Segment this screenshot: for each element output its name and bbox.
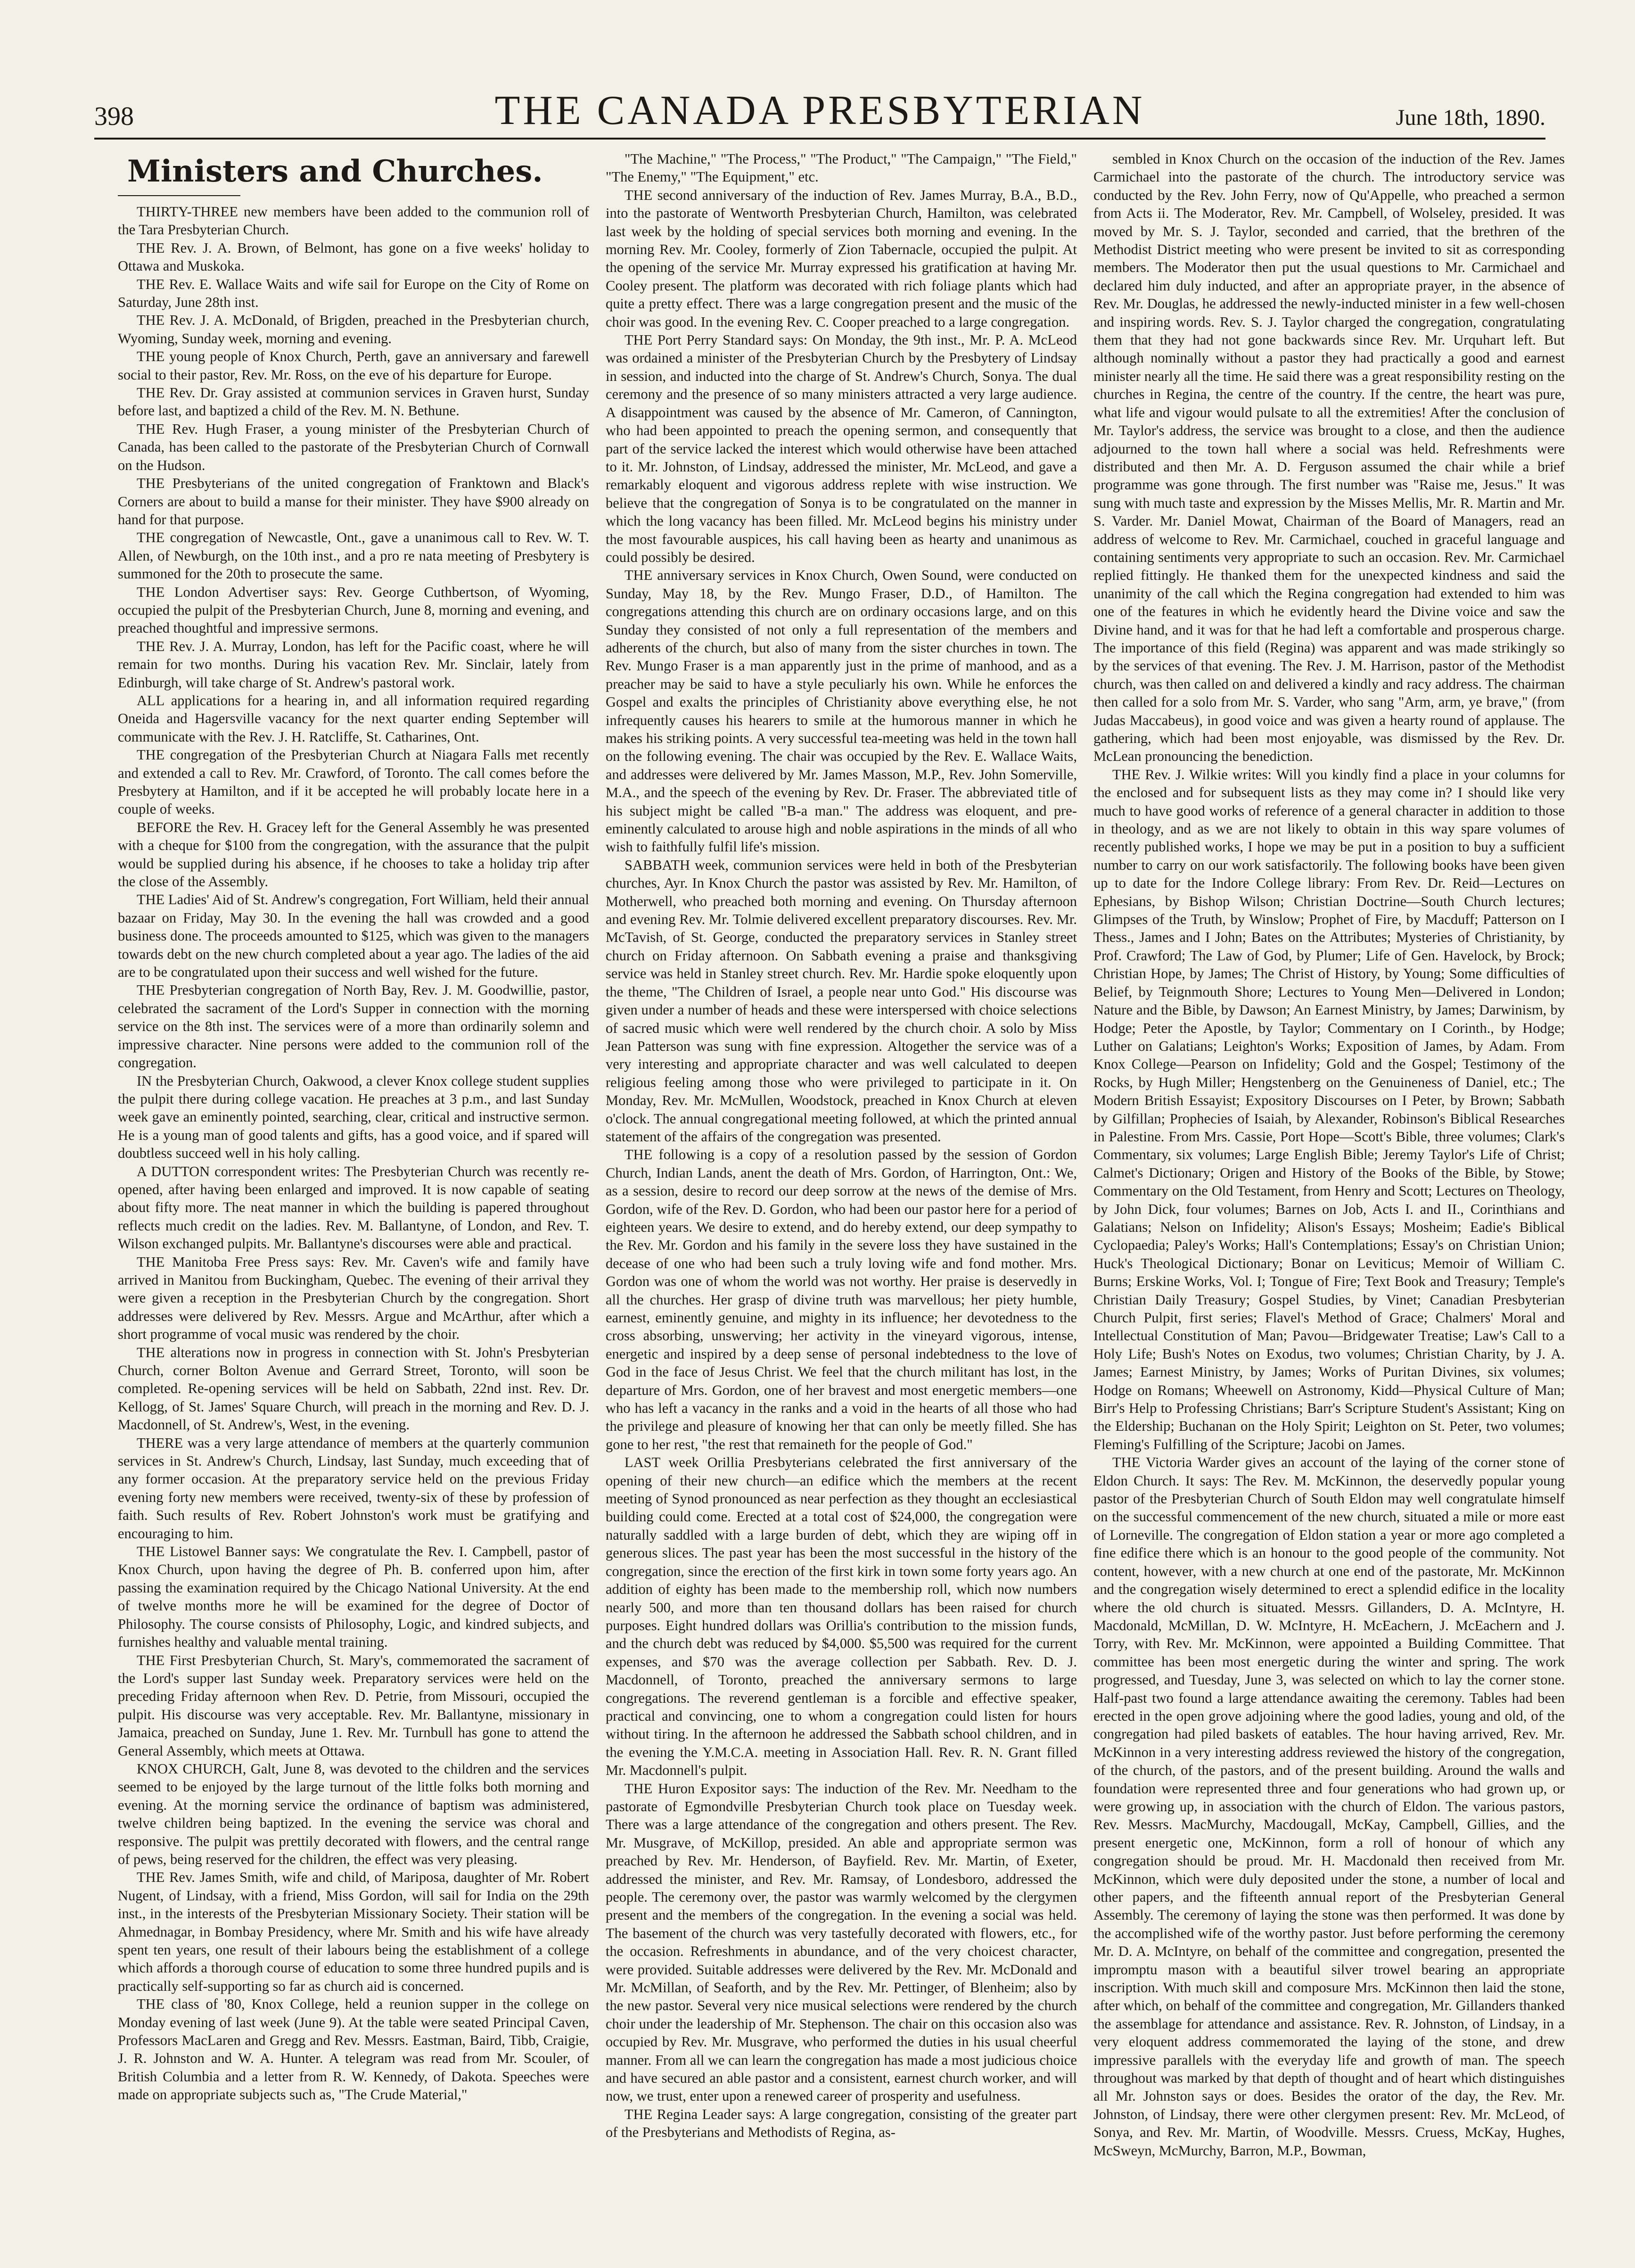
news-item: THE young people of Knox Church, Perth, gave an anniversary and farewell social to their pastor, Rev. Mr. Ross, on the eve of his departure for Europe. [118,348,589,383]
news-item: THE Victoria Warder gives an account of the laying of the corner stone of Eldon Church. It says: The Rev. M. McKinnon, the deservedly popular young pastor of the Presbyterian Church of South Eldon may well congratulate himself on the successful commencement of the new church, situated a mile or more east of Lorneville. The congregation of Eldon station a year or more ago completed a fine edifice there which is an honour to the good people of the community. Not content, however, with a new church at one end of the pastorate, Mr. McKinnon and the congregation wisely determined to erect a splendid edifice in the locality where the old church is situated. Messrs. Gillanders, D. A. McIntyre, H. Macdonald, McMillan, D. W. McIntyre, H. McEachern, J. McEachern and J. Torry, with Rev. Mr. McKinnon, were appointed a Building Committee. That committee has been most energetic during the winter and spring. The work progressed, and Tuesday, June 3, was selected on which to lay the corner stone. Half-past two found a large attendance awaiting the ceremony. Tables had been erected in the open grove adjoining where the good ladies, young and old, of the congregation had piled baskets of eatables. The hour having arrived, Rev. Mr. McKinnon in a very interesting address reviewed the history of the congregation, of the church, of the pastors, and of the present building. Around the walls and foundation were represented three and four generations who had grown up, or were growing up, in association with the church of Eldon. The various pastors, Rev. Messrs. MacMurchy, Macdougall, McKay, Campbell, Gillies, and the present energetic one, McKinnon, form a roll of honour of which any congregation should be proud. Mr. H. Macdonald then received from Mr. McKinnon, which were duly deposited under the stone, a number of local and other papers, and the fifteenth annual report of the Presbyterian General Assembly. The ceremony of laying the stone was then performed. It was done by the accomplished wife of the worthy pastor. Just before performing the ceremony Mr. D. A. McIntyre, on behalf of the committee and congregation, presented the impromptu mason with a beautiful silver trowel bearing an appropriate inscription. With much skill and composure Mrs. McKinnon then laid the stone, after which, on behalf of the committee and congregation, Mr. Gillanders thanked the assemblage for attendance and assistance. Rev. R. Johnston, of Lindsay, in a very eloquent address commemorated the laying of the stone, and drew impressive parallels with the everyday life and growth of man. The speech throughout was marked by that depth of thought and of heart which distinguishes all Mr. Johnston says or does. Besides the orator of the day, the Rev. Mr. Johnston, of Lindsay, there were other clergymen present: Rev. Mr. McLeod, of Sonya, and Rev. Mr. Martin, of Woodville. Messrs. Cruess, McKay, Hughes, McSweyn, McMurchy, Barron, M.P., Bowman, [1093,1454,1565,2159]
news-item: THE alterations now in progress in connection with St. John's Presbyterian Church, corner Bolton Avenue and Gerrard Street, Toronto, will soon be completed. Re-opening services will be held on Sabbath, 22nd inst. Rev. Dr. Kellogg, of St. James' Square Church, will preach in the morning and Rev. D. J. Macdonnell, of St. Andrew's, West, in the evening. [118,1344,589,1433]
news-item: THERE was a very large attendance of members at the quarterly communion services in St. Andrew's Church, Lindsay, last Sunday, much exceeding that of any former occasion. At the preparatory service held on the previous Friday evening forty new members were received, twenty-six of these by profession of faith. Such results of Rev. Robert Johnston's work must be gratifying and encouraging to him. [118,1435,589,1542]
news-item: THE First Presbyterian Church, St. Mary's, commemorated the sacrament of the Lord's supper last Sunday week. Preparatory services were held on the preceding Friday afternoon when Rev. D. Petrie, from Missouri, occupied the pulpit. His discourse was very acceptable. Rev. Mr. Ballantyne, missionary in Jamaica, preached on Sunday, June 1. Rev. Mr. Turnbull has gone to attend the General Assembly, which meets at Ottawa. [118,1652,589,1759]
column-2 [606,150,1077,2235]
news-item: THE Ladies' Aid of St. Andrew's congregation, Fort William, held their annual bazaar on Friday, May 30. In the evening the hall was crowded and a good business done. The proceeds amounted to $125, which was given to the managers towards debt on the new church completed about a year ago. The ladies of the aid are to be congratulated upon their success and well wished for the future. [118,891,589,981]
news-item: THE Regina Leader says: A large congregation, consisting of the greater part of the Presbyterians and Methodists of Regina, as- [606,2106,1077,2141]
masthead-rule [94,138,1545,140]
news-item: THE Huron Expositor says: The induction of the Rev. Mr. Needham to the pastorate of Egmondville Presbyterian Church took place on Tuesday week. There was a large attendance of the congregation and others present. The Rev. Mr. Musgrave, of McKillop, presided. An able and appropriate sermon was preached by Rev. Mr. Henderson, of Bayfield. Rev. Mr. Martin, of Exeter, addressed the minister, and Rev. Mr. Ramsay, of Londesboro, addressed the people. The ceremony over, the pastor was warmly welcomed by the clergymen present and the members of the congregation. In the evening a social was held. The basement of the church was very tastefully decorated with flowers, etc., for the occasion. Refreshments in abundance, and of the very choicest character, were provided. Suitable addresses were delivered by the Rev. Mr. McDonald and Mr. McMillan, of Seaforth, and by the Rev. Mr. Pettinger, of Blenheim; also by the new pastor. Several very nice musical selections were rendered by the church choir under the leadership of Mr. Stephenson. The chair on this occasion also was occupied by Rev. Mr. Musgrave, who performed the duties in his usual cheerful manner. From all we can learn the congregation has made a most judicious choice and have secured an able pastor and a consistent, earnest church worker, and will now, we trust, enter upon a renewed career of prosperity and usefulness. [606,1780,1077,2104]
news-item: THE Rev. J. A. McDonald, of Brigden, preached in the Presbyterian church, Wyoming, Sunday week, morning and evening. [118,312,589,346]
news-item: THIRTY-THREE new members have been added to the communion roll of the Tara Presbyterian Church. [118,204,589,238]
news-item: THE Rev. Dr. Gray assisted at communion services in Graven hurst, Sunday before last, and baptized a child of the Rev. M. N. Bethune. [118,385,589,419]
issue-date: June 18th, 1890. [1396,105,1545,130]
column-2-body [606,150,1077,2142]
news-item: THE Rev. James Smith, wife and child, of Mariposa, daughter of Mr. Robert Nugent, of Lindsay, with a friend, Miss Gordon, will sail for India on the 29th inst., in the interests of the Presbyterian Missionary Society. Their station will be Ahmednagar, in Bombay Presidency, where Mr. Smith and his wife have already spent ten years, one result of their labours being the establishment of a college which affords a thorough course of education to some three hundred pupils and is practically self-supporting so far as church aid is concerned. [118,1869,589,1994]
news-item: KNOX CHURCH, Galt, June 8, was devoted to the children and the services seemed to be enjoyed by the large turnout of the little folks both morning and evening. At the morning service the ordinance of baptism was administered, twelve children being baptized. In the evening the service was choral and responsive. The pulpit was prettily decorated with flowers, and the central range of pews, being reserved for the children, the effect was very pleasing. [118,1760,589,1867]
news-item: THE following is a copy of a resolution passed by the session of Gordon Church, Indian Lands, anent the death of Mrs. Gordon, of Harrington, Ont.: We, as a session, desire to record our deep sorrow at the news of the demise of Mrs. Gordon, wife of the Rev. D. Gordon, who had been our pastor here for a period of eighteen years. We desire to extend, and do hereby extend, our deep sympathy to the Rev. Mr. Gordon and his family in the severe loss they have sustained in the decease of one who had been such a truly loving wife and fond mother. Mrs. Gordon was one of whom the world was not worthy. Her praise is deservedly in all the churches. Her grasp of divine truth was marvellous; her piety humble, earnest, eminently genuine, and mighty in its influence; her devotedness to the cross absorbing, unswerving; her activity in the vineyard vigorous, intense, energetic and inspired by a deep sense of personal indebtedness to the love of God in the face of Jesus Christ. We feel that the church militant has lost, in the departure of Mrs. Gordon, one of her bravest and most energetic members—one who has left a vacancy in the ranks and a void in the hearts of all those who had the privilege and pleasure of knowing her that can only be meetly filled. She has gone to her rest, "the rest that remaineth for the people of God." [606,1146,1077,1452]
news-item: LAST week Orillia Presbyterians celebrated the first anniversary of the opening of their new church—an edifice which the members at the recent meeting of Synod pronounced as near perfection as they thought an ecclesiastical building could come. Erected at a total cost of $24,000, the congregation were naturally saddled with a large burden of debt, which they are wiping off in generous slices. The past year has been the most successful in the history of the congregation, since the erection of the first kirk in town some forty years ago. An addition of eighty has been made to the membership roll, which now numbers nearly 500, and more than ten thousand dollars has been raised for church purposes. Eight hundred dollars was Orillia's contribution to the mission funds, and the church debt was reduced by $4,000. $5,500 was required for the current expenses, and $70 was the average collection per Sabbath. Rev. D. J. Macdonnell, of Toronto, preached the anniversary sermons to large congregations. The reverend gentleman is a forcible and effective speaker, practical and convincing, one to whom a congregation could listen for hours without tiring. In the afternoon he addressed the Sabbath school children, and in the evening the Y.M.C.A. meeting in Association Hall. Rev. R. N. Grant filled Mr. Macdonnell's pulpit. [606,1454,1077,1779]
page-number: 398 [94,102,134,131]
news-item: THE London Advertiser says: Rev. George Cuthbertson, of Wyoming, occupied the pulpit of the Presbyterian Church, June 8, morning and evening, and preached thoughtful and impressive sermons. [118,584,589,636]
newspaper-title: THE CANADA PRESBYTERIAN [494,88,1145,133]
news-item: THE Rev. Hugh Fraser, a young minister of the Presbyterian Church of Canada, has been called to the pastorate of the Presbyterian Church of Cornwall on the Hudson. [118,421,589,473]
news-item: THE Presbyterian congregation of North Bay, Rev. J. M. Goodwillie, pastor, celebrated the sacrament of the Lord's Supper in connection with the morning service on the 8th inst. The services were of a more than ordinarily solemn and impressive character. Nine persons were added to the communion roll of the congregation. [118,982,589,1071]
news-item: THE Manitoba Free Press says: Rev. Mr. Caven's wife and family have arrived in Manitou from Buckingham, Quebec. The evening of their arrival they were given a reception in the Presbyterian Church by the congregation. Short addresses were delivered by Rev. Messrs. Argue and McArthur, after which a short programme of vocal music was rendered by the choir. [118,1254,589,1343]
news-item: ALL applications for a hearing in, and all information required regarding Oneida and Hagersville vacancy for the next quarter ending September will communicate with the Rev. J. H. Ratcliffe, St. Catharines, Ont. [118,692,589,745]
news-item: THE congregation of the Presbyterian Church at Niagara Falls met recently and extended a call to Rev. Mr. Crawford, of Toronto. The call comes before the Presbytery at Hamilton, and if it be accepted he will probably locate here in a couple of weeks. [118,747,589,817]
news-item: THE Rev. J. A. Murray, London, has left for the Pacific coast, where he will remain for two months. During his vacation Rev. Mr. Sinclair, lately from Edinburgh, will take charge of St. Andrew's pastoral work. [118,638,589,691]
news-item: THE Port Perry Standard says: On Monday, the 9th inst., Mr. P. A. McLeod was ordained a minister of the Presbyterian Church by the Presbytery of Lindsay in session, and inducted into the charge of St. Andrew's Church, Sonya. The dual ceremony and the presence of so many ministers attracted a very large audience. A disappointment was caused by the absence of Mr. Cameron, of Cannington, who had been appointed to preach the opening sermon, and consequently that part of the service lacked the interest which would otherwise have been attached to it. Mr. Johnston, of Lindsay, addressed the minister, Mr. McLeod, and gave a remarkably eloquent and vigorous address replete with wise instruction. We believe that the congregation of Sonya is to be congratulated on the manner in which the long vacancy has been filled. Mr. McLeod begins his ministry under the most favourable auspices, his call having been as hearty and unanimous as could possibly be desired. [606,332,1077,565]
news-item: SABBATH week, communion services were held in both of the Presbyterian churches, Ayr. In Knox Church the pastor was assisted by Rev. Mr. Hamilton, of Motherwell, who preached both morning and evening. On Thursday afternoon and evening Rev. Mr. Tolmie delivered excellent preparatory discourses. Rev. Mr. McTavish, of St. George, conducted the preparatory services in Stanley street church on Friday afternoon. On Sabbath evening a praise and thanksgiving service was held in Stanley street church. Rev. Mr. Hardie spoke eloquently upon the theme, "The Children of Israel, a people near unto God." His discourse was given under a number of heads and these were interspersed with choice selections of sacred music which were well rendered by the church choir. A solo by Miss Jean Patterson was sung with fine expression. Altogether the service was of a very interesting and appropriate character and was well calculated to deepen religious feeling among those who were privileged to participate in it. On Monday, Rev. Mr. McMullen, Woodstock, preached in Knox Church at eleven o'clock. The annual congregational meeting followed, at which the printed annual statement of the affairs of the congregation was presented. [606,857,1077,1145]
news-item: BEFORE the Rev. H. Gracey left for the General Assembly he was presented with a cheque for $100 from the congregation, with the assurance that the pulpit would be supplied during his absence, if he chooses to take a holiday trip after the close of the Assembly. [118,819,589,890]
news-item: THE Listowel Banner says: We congratulate the Rev. I. Campbell, pastor of Knox Church, upon having the degree of Ph. B. conferred upon him, after passing the examination required by the Chicago National University. At the end of twelve months more he will be examined for the degree of Doctor of Philosophy. The course consists of Philosophy, Logic, and kindred subjects, and furnishes healthy and valuable mental training. [118,1543,589,1650]
column-1 [118,150,589,2235]
news-item: A DUTTON correspondent writes: The Presbyterian Church was recently re-opened, after having been enlarged and improved. It is now capable of seating about fifty more. The neat manner in which the building is papered throughout reflects much credit on the ladies. Rev. M. Ballantyne, of London, and Rev. T. Wilson exchanged pulpits. Mr. Ballantyne's discourses were able and practical. [118,1163,589,1252]
column-1-body [118,203,589,2104]
news-item: THE Rev. E. Wallace Waits and wife sail for Europe on the City of Rome on Saturday, June 28th inst. [118,276,589,311]
news-item: IN the Presbyterian Church, Oakwood, a clever Knox college student supplies the pulpit there during college vacation. He preaches at 3 p.m., and last Sunday week gave an eminently pointed, searching, clear, critical and instructive sermon. He is a young man of good talents and gifts, has a good voice, and if spared will doubtless succeed well in his holy calling. [118,1072,589,1162]
news-item: THE Rev. J. A. Brown, of Belmont, has gone on a five weeks' holiday to Ottawa and Muskoka. [118,239,589,274]
news-item: THE second anniversary of the induction of Rev. James Murray, B.A., B.D., into the pastorate of Wentworth Presbyterian Church, Hamilton, was celebrated last week by the holding of special services both morning and evening. In the morning Rev. Mr. Cooley, formerly of Zion Tabernacle, occupied the pulpit. At the opening of the service Mr. Murray expressed his gratification at having Mr. Cooley present. The platform was decorated with rich foliage plants which had quite a pretty effect. There was a large congregation present and the music of the choir was good. In the evening Rev. C. Cooper preached to a large congregation. [606,187,1077,330]
column-3 [1093,150,1565,2235]
news-item: "The Machine," "The Process," "The Product," "The Campaign," "The Field," "The Enemy," "The Equipment," etc. [606,151,1077,185]
masthead [94,82,1545,134]
heading-rule [118,195,240,196]
news-item: THE Rev. J. Wilkie writes: Will you kindly find a place in your columns for the enclosed and for subsequent lists as they may come in? I should like very much to have good works of reference of a general character in addition to those in theology, and as we are not likely to obtain in this way spare volumes of recently published works, I hope we may be put in a position to buy a sufficient number to carry on our work satisfactorily. The following books have been given up to date for the Indore College library: From Rev. Dr. Reid—Lectures on Ephesians, by Bishop Wilson; Christian Doctrine—South Church lectures; Glimpses of the Truth, by Winslow; Prophet of Fire, by Macduff; Patterson on I Thess., James and I John; Bates on the Attributes; Mysteries of Christianity, by Prof. Crawford; The Law of God, by Plumer; Life of Gen. Havelock, by Brock; Christian Hope, by James; The Christ of History, by Young; Some difficulties of Belief, by Teignmouth Shore; Lectures to Young Men—Delivered in London; Nature and the Bible, by Dawson; An Earnest Ministry, by James; Darwinism, by Hodge; Peter the Apostle, by Taylor; Commentary on I Corinth., by Hodge; Luther on Galatians; Leighton's Works; Exposition of James, by Adam. From Knox College—Pearson on Infidelity; Gold and the Gospel; Testimony of the Rocks, by Hugh Miller; Hengstenberg on the Genuineness of Daniel, etc.; The Modern British Essayist; Expository Discourses on I Peter, by Brown; Sabbath by Gilfillan; Prophecies of Isaiah, by Alexander, Robinson's Biblical Researches in Palestine. From Mrs. Cassie, Port Hope—Scott's Bible, three volumes; Clark's Commentary, six volumes; Large English Bible; Jeremy Taylor's Life of Christ; Calmet's Dictionary; Origen and History of the Books of the Bible, by Stowe; Commentary on the Old Testament, from Henry and Scott; Lectures on Theology, by John Dick, four volumes; Barnes on Job, Acts I. and II., Corinthians and Galatians; Nelson on Infidelity; Alison's Essays; Mosheim; Eadie's Biblical Cyclopaedia; Paley's Works; Hall's Contemplations; Essay's on Christian Union; Huck's Theological Dictionary; Bonar on Leviticus; Memoir of William C. Burns; Erskine Works, Vol. I; Tongue of Fire; Text Book and Treasury; Temple's Christian Daily Treasury; Gospel Studies, by Vinet; Canadian Presbyterian Church Pulpit, first series; Flavel's Method of Grace; Chalmers' Moral and Intellectual Constitution of Man; Pavou—Bridgewater Treatise; Law's Call to a Holy Life; Bush's Notes on Exodus, two volumes; Christian Charity, by J. A. James; Earnest Ministry, by James; Works of Puritan Divines, six volumes; Hodge on Romans; Wheewell on Astronomy, Kidd—Physical Culture of Man; Birr's Help to Professing Christians; Barr's Scripture Student's Assistant; King on the Eldership; Buchanan on the Holy Spirit; Leighton on St. Peter, two volumes; Fleming's Fulfilling of the Scripture; Jacobi on James. [1093,766,1565,1452]
news-item: THE anniversary services in Knox Church, Owen Sound, were conducted on Sunday, May 18, by the Rev. Mungo Fraser, D.D., of Hamilton. The congregations attending this church are on ordinary occasions large, and on this Sunday they consisted of not only a full representation of the members and adherents of the church, but also of many from the sister churches in town. The Rev. Mungo Fraser is a man apparently just in the prime of manhood, and as a preacher may be said to have a style peculiarly his own. While he enforces the Gospel and exalts the principles of Christianity above everything else, he not infrequently causes his hearers to smile at the humorous manner in which he makes his striking points. A very successful tea-meeting was held in the town hall on the following evening. The chair was occupied by the Rev. E. Wallace Waits, and addresses were delivered by Mr. James Masson, M.P., Rev. John Somerville, M.A., and the speech of the evening by Rev. Dr. Fraser. The abbreviated title of his subject might be called "B-a man." The address was eloquent, and pre-eminently calculated to arouse high and noble aspirations in the minds of all who wish to faithfully fulfil life's mission. [606,567,1077,855]
news-item: THE Presbyterians of the united congregation of Franktown and Black's Corners are about to build a manse for their minister. They have $900 already on hand for that purpose. [118,475,589,528]
news-item: THE class of '80, Knox College, held a reunion supper in the college on Monday evening of last week (June 9). At the table were seated Principal Caven, Professors MacLaren and Gregg and Rev. Messrs. Eastman, Baird, Tibb, Craigie, J. R. Johnston and W. A. Hunter. A telegram was read from Mr. Scouler, of British Columbia and a letter from R. W. Kennedy, of Dakota. Speeches were made on appropriate subjects such as, "The Crude Material," [118,1996,589,2103]
section-heading: Ministers and Churches. [127,154,543,189]
news-item: sembled in Knox Church on the occasion of the induction of the Rev. James Carmichael into the pastorate of the church. The introductory service was conducted by the Rev. John Ferry, now of Qu'Appelle, who preached a sermon from Acts ii. The Moderator, Rev. Mr. Campbell, of Wolseley, presided. It was moved by Mr. S. J. Taylor, seconded and carried, that the brethren of the Methodist District meeting who were present be invited to sit as corresponding members. The Moderator then put the usual questions to Mr. Carmichael and declared him duly inducted, and after an appropriate prayer, in the absence of Rev. Mr. Douglas, he addressed the newly-inducted minister in a few well-chosen and inspiring words. Rev. S. J. Taylor charged the congregation, congratulating them that they had not gone backwards since Rev. Mr. Urquhart left. But although nominally without a pastor they had practically a good and earnest minister nearly all the time. He said there was a great responsibility resting on the churches in Regina, the centre of the country. If the centre, the heart was pure, what life and vigour would pulsate to all the extremities! After the conclusion of Mr. Taylor's address, the service was brought to a close, and then the audience adjourned to the town hall where a social was held. Refreshments were distributed and then Mr. A. D. Ferguson assumed the chair while a brief programme was gone through. The first number was "Raise me, Jesus." It was sung with much taste and expression by the Misses Mellis, Mr. R. Martin and Mr. S. Varder. Mr. Daniel Mowat, Chairman of the Board of Managers, read an address of welcome to Rev. Mr. Carmichael, couched in graceful language and containing sentiments very appropriate to such an occasion. Rev. Mr. Carmichael replied fittingly. He thanked them for the unexpected kindness and said the unanimity of the call which the Regina congregation had extended to him was one of the features in which he evidently heard the Divine voice and saw the Divine hand, and it was for that he had left a comfortable and prosperous charge. The importance of this field (Regina) was apparent and was made strikingly so by the services of that evening. The Rev. J. M. Harrison, pastor of the Methodist church, was then called on and delivered a kindly and racy address. The chairman then called for a solo from Mr. S. Varder, who sang "Arm, arm, ye brave," (from Judas Maccabeus), in good voice and was given a hearty round of applause. The gathering, which had been most enjoyable, was dismissed by the Rev. Dr. McLean pronouncing the benediction. [1093,151,1565,765]
column-3-body [1093,150,1565,2160]
news-item: THE congregation of Newcastle, Ont., gave a unanimous call to Rev. W. T. Allen, of Newburgh, on the 10th inst., and a pro re nata meeting of Presbytery is summoned for the 20th to prosecute the same. [118,529,589,582]
